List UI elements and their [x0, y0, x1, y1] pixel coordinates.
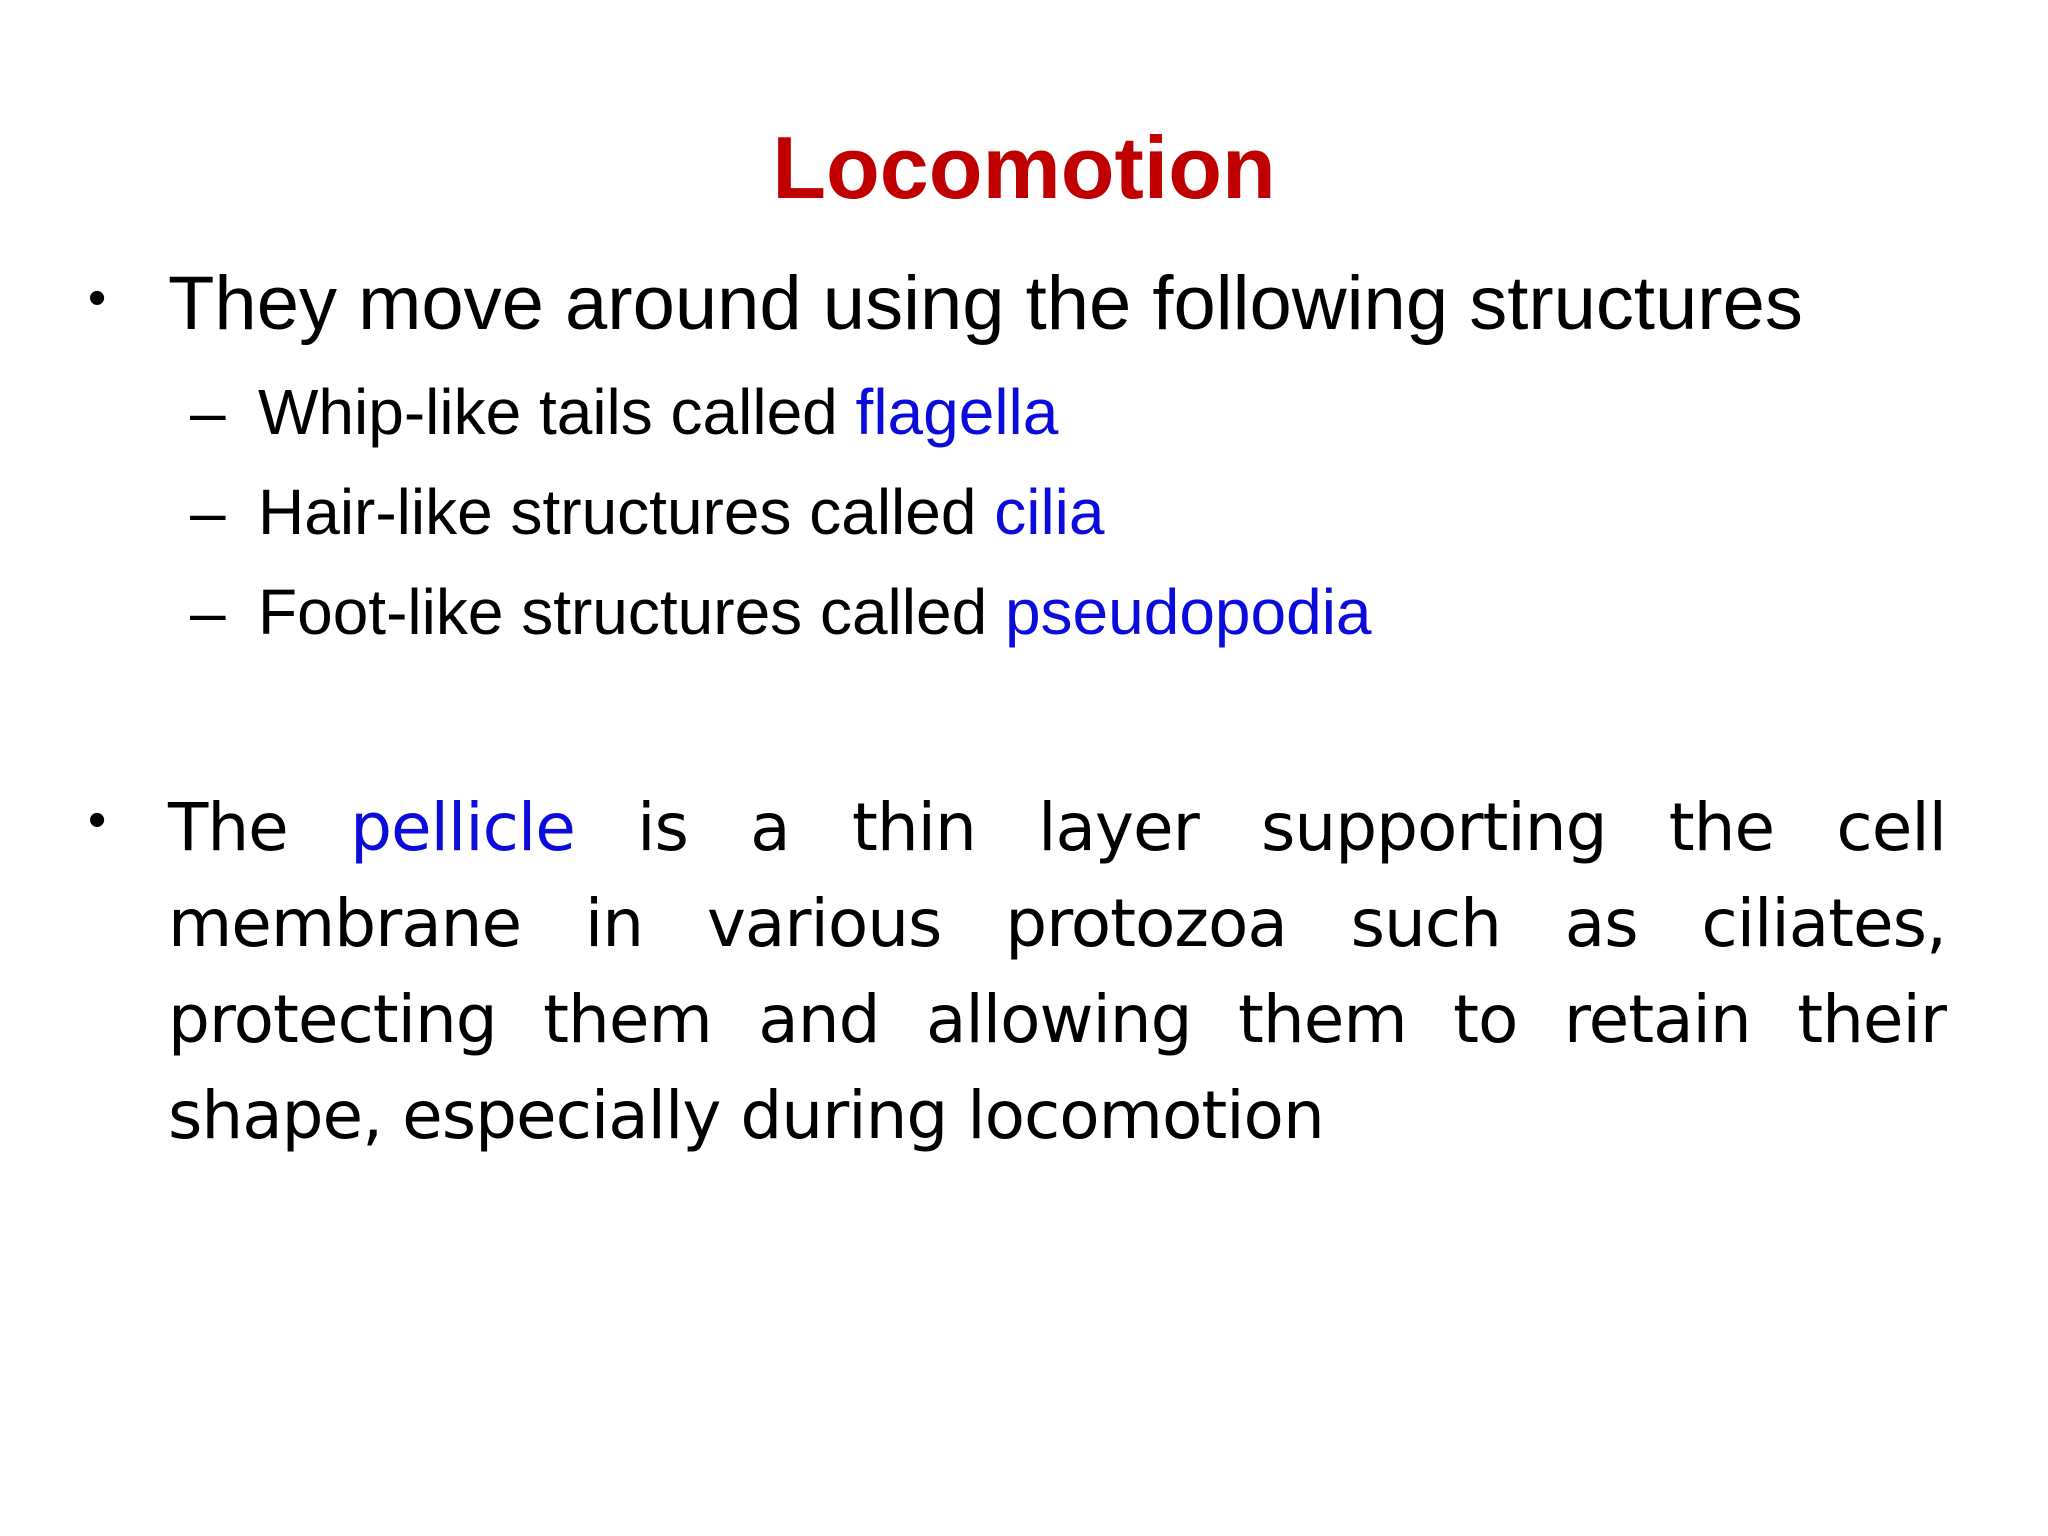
- bullet-text: They move around using the following structures: [168, 261, 1803, 346]
- paragraph-rest: is a thin layer supporting the cell membrane in various protozoa such as ciliates, protecting them and allowing them to retain their shape, especially during locomotion: [168, 789, 1946, 1154]
- sub-item-text: [258, 574, 1372, 650]
- sub-item-text: [258, 374, 1058, 450]
- sub-item-text: [258, 474, 1104, 550]
- pellicle-paragraph: [168, 780, 1946, 1164]
- bullet-icon: •: [88, 269, 107, 327]
- slide-title: Locomotion: [772, 118, 1276, 217]
- term-flagella: flagella: [855, 376, 1059, 448]
- sub-item-prefix: Whip-like tails called: [258, 376, 856, 448]
- term-cilia: cilia: [994, 476, 1105, 548]
- dash-icon: –: [190, 376, 226, 448]
- dash-icon: –: [190, 576, 226, 648]
- term-pellicle: pellicle: [350, 789, 575, 866]
- term-pseudopodia: pseudopodia: [1004, 576, 1372, 648]
- sub-item-prefix: Hair-like structures called: [258, 476, 995, 548]
- sub-item-prefix: Foot-like structures called: [258, 576, 1005, 648]
- paragraph-lead: The: [168, 789, 351, 866]
- bullet-icon: •: [88, 791, 107, 849]
- dash-icon: –: [190, 476, 226, 548]
